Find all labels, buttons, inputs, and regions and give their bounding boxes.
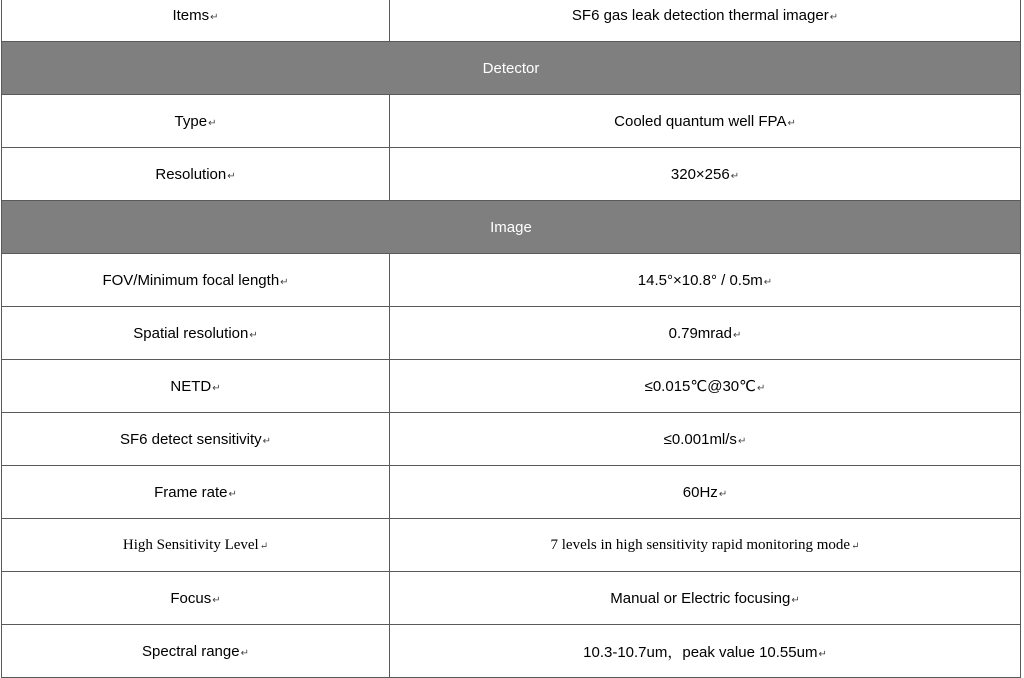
row-value: ≤0.001ml/s (663, 430, 737, 448)
row-value: Manual or Electric focusing (610, 589, 791, 607)
paragraph-mark-icon: ↵ (228, 488, 237, 500)
paragraph-mark-icon: ↵ (262, 435, 272, 447)
section-row-detector (2, 42, 1021, 95)
row-value-cell (390, 625, 1021, 678)
row-label: NETD (170, 377, 212, 395)
table-row (2, 360, 1021, 413)
paragraph-mark-icon: ↵ (791, 594, 800, 606)
paragraph-mark-icon: ↵ (737, 435, 747, 447)
row-label-cell (2, 360, 390, 413)
section-title-image: Image (2, 201, 1021, 254)
row-value-cell (390, 95, 1021, 148)
paragraph-mark-icon: ↵ (259, 540, 269, 552)
paragraph-mark-icon: ↵ (732, 329, 742, 341)
table-row (2, 466, 1021, 519)
paragraph-mark-icon: ↵ (756, 383, 766, 394)
row-label-cell (2, 466, 390, 519)
row-value-cell (390, 148, 1021, 201)
row-value: ≤0.015℃@30℃ (644, 378, 756, 395)
row-label-cell (2, 572, 390, 625)
row-label-cell (2, 148, 390, 201)
paragraph-mark-icon: ↵ (718, 488, 728, 500)
table-row (2, 625, 1021, 678)
table-row (2, 413, 1021, 466)
row-value: 0.79mrad (668, 324, 732, 342)
table-row (2, 148, 1021, 201)
row-label-cell (2, 95, 390, 148)
row-label: Resolution (155, 165, 227, 183)
spec-table (1, 0, 1021, 678)
product-header-cell (390, 0, 1021, 42)
section-row-image (2, 201, 1021, 254)
row-value: 7 levels in high sensitivity rapid monitoring mode (550, 536, 851, 553)
row-value-cell (390, 413, 1021, 466)
row-label-cell (2, 519, 390, 572)
paragraph-mark-icon: ↵ (763, 276, 773, 288)
row-label-cell (2, 307, 390, 360)
paragraph-mark-icon: ↵ (249, 329, 258, 341)
table-row (2, 95, 1021, 148)
row-value: 14.5°×10.8° / 0.5m (637, 271, 763, 289)
row-label: Spatial resolution (133, 324, 249, 342)
row-label: FOV/Minimum focal length (102, 271, 280, 289)
row-label: High Sensitivity Level (122, 536, 259, 553)
row-label: SF6 detect sensitivity (119, 430, 262, 448)
paragraph-mark-icon: ↵ (210, 11, 219, 23)
paragraph-mark-icon: ↵ (280, 276, 289, 288)
paragraph-mark-icon: ↵ (212, 594, 221, 606)
paragraph-mark-icon: ↵ (787, 117, 796, 129)
row-value: 10.3-10.7um，peak value 10.55um (583, 643, 818, 661)
paragraph-mark-icon: ↵ (851, 540, 860, 552)
row-label-cell (2, 625, 390, 678)
table-row (2, 254, 1021, 307)
row-value-cell (390, 307, 1021, 360)
row-label: Frame rate (154, 483, 228, 501)
paragraph-mark-icon: ↵ (212, 382, 221, 394)
table-row (2, 572, 1021, 625)
table-header-row (2, 0, 1021, 42)
product-name: SF6 gas leak detection thermal imager (571, 6, 829, 24)
paragraph-mark-icon: ↵ (829, 11, 839, 23)
row-value-cell (390, 519, 1021, 572)
paragraph-mark-icon: ↵ (240, 647, 249, 659)
row-label-cell (2, 254, 390, 307)
row-value-cell (390, 254, 1021, 307)
row-value-cell (390, 360, 1021, 413)
row-value-cell (390, 466, 1021, 519)
row-label: Type (174, 112, 208, 130)
paragraph-mark-icon: ↵ (730, 170, 740, 182)
row-value: Cooled quantum well FPA (614, 112, 787, 130)
row-value: 60Hz (682, 483, 718, 501)
paragraph-mark-icon: ↵ (208, 117, 217, 129)
section-title-detector: Detector (2, 42, 1021, 95)
row-value-cell (390, 572, 1021, 625)
table-row (2, 519, 1021, 572)
paragraph-mark-icon: ↵ (227, 170, 236, 182)
row-label: Spectral range (142, 642, 240, 660)
items-header-label: Items (172, 6, 210, 24)
table-row (2, 307, 1021, 360)
row-value: 320×256 (670, 165, 730, 183)
row-label-cell (2, 413, 390, 466)
paragraph-mark-icon: ↵ (818, 648, 827, 660)
row-label: Focus (170, 589, 212, 607)
items-header-cell (2, 0, 390, 42)
